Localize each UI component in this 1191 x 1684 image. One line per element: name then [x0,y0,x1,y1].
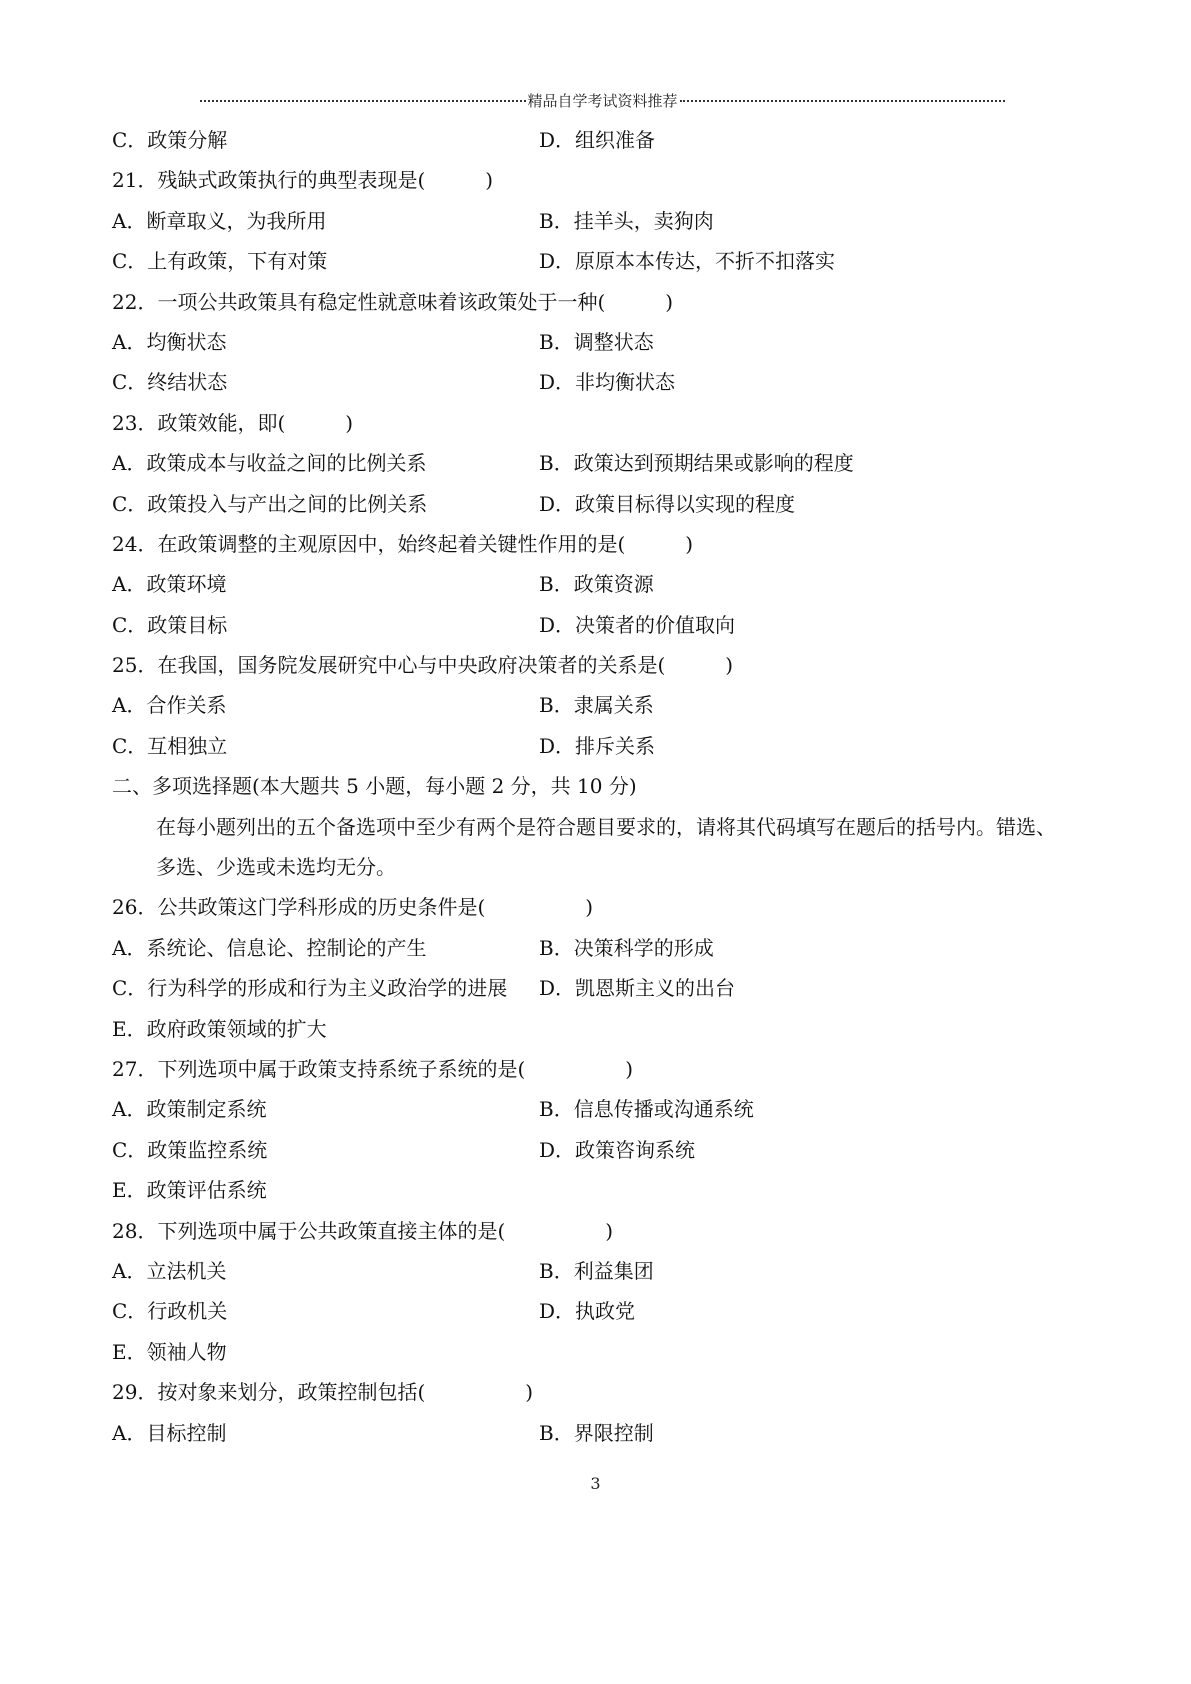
option-row [112,1089,1112,1129]
option-text: B．决策科学的形成 [539,935,714,960]
option-row [112,1413,1112,1453]
header-title: 精品自学考试资料推荐 [527,91,678,110]
option-text: D．组织准备 [539,128,656,152]
option-text: B．界限控制 [539,1420,654,1445]
question-text: 22．一项公共政策具有稳定性就意味着该政策处于一种( ) [112,289,674,314]
option-row [112,1251,1112,1291]
option-text: B．挂羊头，卖狗肉 [539,208,714,233]
page-number: 3 [590,1474,601,1493]
option-text: D．原原本本传达，不折不扣落实 [539,249,836,274]
option-text: A．政策环境 [112,572,227,597]
option-text: B．利益集团 [539,1258,654,1283]
question-text: 21．残缺式政策执行的典型表现是( ) [112,168,494,193]
option-row [112,968,1112,1008]
question-text: 24．在政策调整的主观原因中，始终起着关键性作用的是( ) [112,531,694,556]
option-row [112,362,1112,402]
option-row [112,928,1112,968]
option-text: D．政策目标得以实现的程度 [539,491,796,516]
question-text: 29．按对象来划分，政策控制包括( ) [112,1380,534,1405]
option-row [112,443,1112,483]
option-row [112,322,1112,362]
option-text: A．政策成本与收益之间的比例关系 [112,451,427,476]
instruction-text: 多选、少选或未选均无分。 [156,855,396,880]
question-text: E．领袖人物 [112,1339,227,1364]
question-text: 23．政策效能，即( ) [112,410,354,435]
option-text: C．政策目标 [112,612,228,637]
option-text: A．政策制定系统 [112,1097,267,1122]
option-text: D．非均衡状态 [539,370,676,395]
option-text: B．隶属关系 [539,693,654,718]
option-text: A．系统论、信息论、控制论的产生 [112,935,427,960]
option-text: B．信息传播或沟通系统 [539,1097,754,1122]
option-text: B．调整状态 [539,329,654,354]
option-text: C．政策监控系统 [112,1137,268,1162]
header-dots-right [680,100,1006,102]
option-text: A．均衡状态 [112,329,227,354]
option-text: B．政策资源 [539,572,654,597]
option-text: C．行政机关 [112,1299,228,1324]
option-text: C．互相独立 [112,733,228,758]
option-text: C．终结状态 [112,370,228,395]
option-text: A．断章取义，为我所用 [112,208,327,233]
question-text: 二、多项选择题(本大题共 5 小题，每小题 2 分，共 10 分) [112,774,637,799]
option-row [112,605,1112,645]
question-text: 26．公共政策这门学科形成的历史条件是( ) [112,895,594,920]
option-text: C．政策投入与产出之间的比例关系 [112,491,428,516]
option-row [112,564,1112,604]
question-text: 28．下列选项中属于公共政策直接主体的是( ) [112,1218,614,1243]
option-text: D．执政党 [539,1299,636,1324]
option-row [112,484,1112,524]
option-text: B．政策达到预期结果或影响的程度 [539,451,854,476]
option-text: A．目标控制 [112,1420,227,1445]
option-row [112,241,1112,281]
option-row [112,1130,1112,1170]
option-row [112,726,1112,766]
question-text: 25．在我国，国务院发展研究中心与中央政府决策者的关系是( ) [112,653,734,678]
option-text: C．行为科学的形成和行为主义政治学的进展 [112,976,508,1001]
exam-content [112,120,1112,1453]
option-row [112,201,1112,241]
header-dots-left [200,100,526,102]
option-text: D．决策者的价值取向 [539,612,736,637]
option-text: D．政策咨询系统 [539,1137,696,1162]
option-text: C．上有政策，下有对策 [112,249,328,274]
page-header [200,88,1005,112]
question-text: 27．下列选项中属于政策支持系统子系统的是( ) [112,1056,634,1081]
option-row [112,1291,1112,1331]
option-text: A．立法机关 [112,1258,227,1283]
option-text: D．排斥关系 [539,733,656,758]
question-text: E．政府政策领域的扩大 [112,1016,327,1041]
option-text: A．合作关系 [112,693,227,718]
option-text: C．政策分解 [112,128,228,152]
question-text: E．政策评估系统 [112,1178,267,1203]
instruction-text: 在每小题列出的五个备选项中至少有两个是符合题目要求的，请将其代码填写在题后的括号内。错选、 [156,814,1056,839]
option-row [112,120,1112,160]
option-text: D．凯恩斯主义的出台 [539,976,736,1001]
option-row [112,685,1112,725]
